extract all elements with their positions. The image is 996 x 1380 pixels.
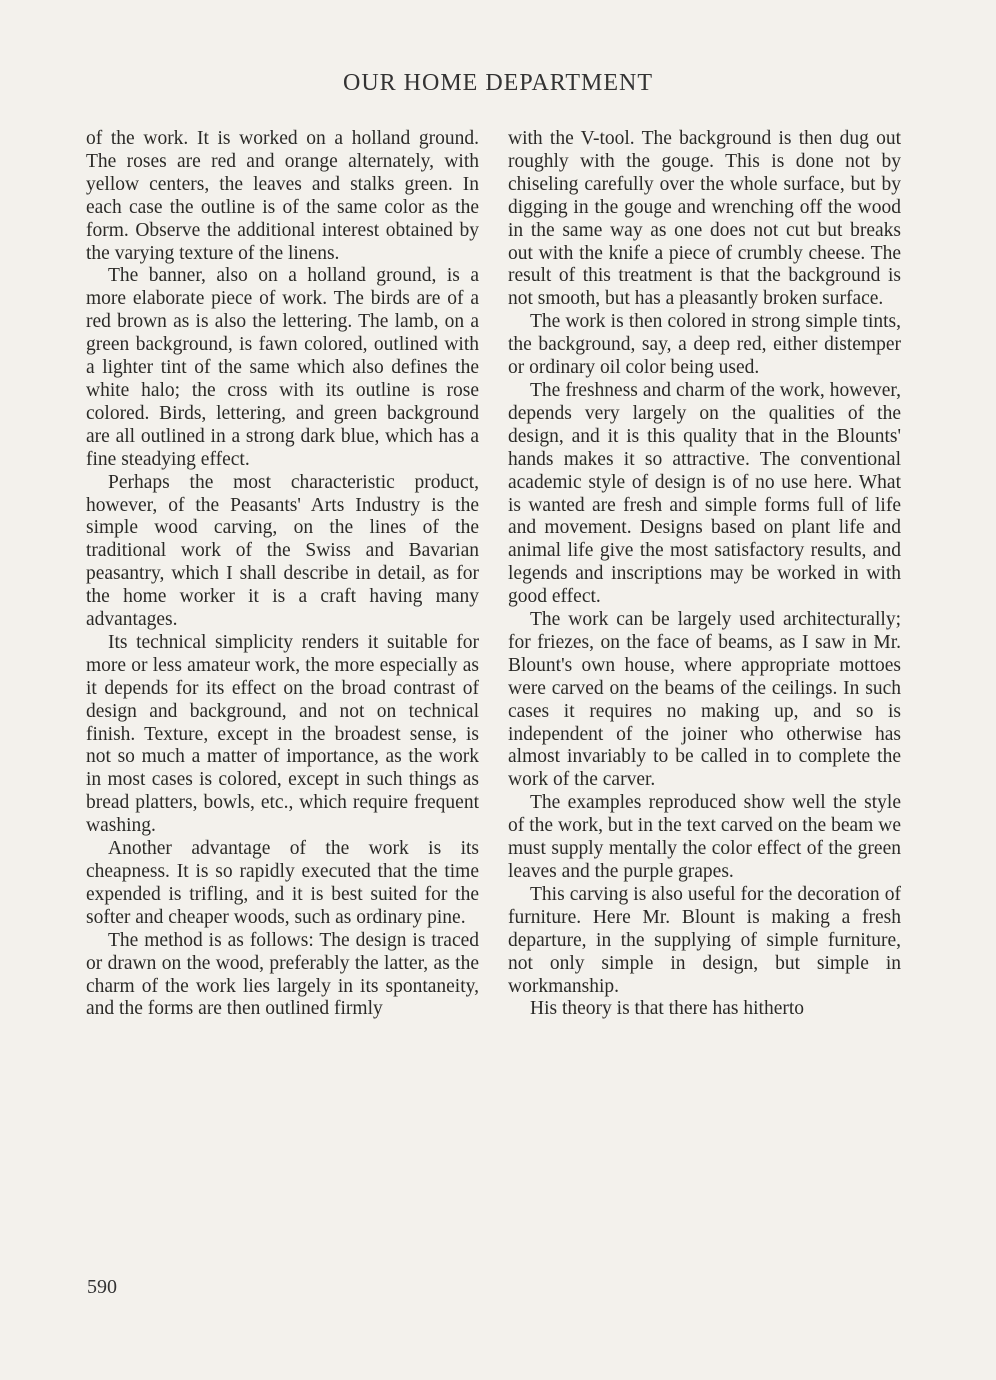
paragraph: The freshness and charm of the work, however, depends very largely on the qualities of the design, and it is this quality that in the Blounts' hands makes it so attractive. The conventional academic style of design is of no use here. What is wanted are fresh and simple forms full of life and movement. Designs based on plant life and animal life give the most satisfactory results, and legends and inscriptions may be worked in with good effect. [508, 379, 901, 608]
paragraph: Perhaps the most characteristic product, however, of the Peasants' Arts Industry is the simple wood carving, on the lines of the traditional work of the Swiss and Bavarian peasantry, which I shall describe in detail, as for the home worker it is a craft having many advantages. [86, 471, 479, 631]
right-column [508, 128, 901, 1021]
paragraph: This carving is also useful for the decoration of furniture. Here Mr. Blount is making a fresh departure, in the supplying of simple furniture, not only simple in design, but simple in workmanship. [508, 883, 901, 997]
left-column [86, 128, 479, 1021]
paragraph: His theory is that there has hitherto [530, 998, 805, 1020]
paragraph: The work can be largely used architecturally; for friezes, on the face of beams, as I saw in Mr. Blount's own house, where appropriate mottoes were carved on the beams of the ceilings. In such cases it requires no making up, and so is independent of the joiner who otherwise has almost invariably to be called in to complete the work of the carver. [508, 609, 901, 791]
paragraph: The examples reproduced show well the style of the work, but in the text carved on the beam we must supply mentally the color effect of the green leaves and the purple grapes. [508, 792, 901, 882]
paragraph: Its technical simplicity renders it suitable for more or less amateur work, the more especially as it depends for its effect on the broad contrast of design and background, and not on technical finish. Texture, except in the broadest sense, is not so much a matter of importance, as the work in most cases is colored, except in such things as bread platters, bowls, etc., which require frequent washing. [86, 631, 479, 837]
paragraph: with the V-tool. The background is then dug out roughly with the gouge. This is done not by chiseling carefully over the whole surface, but by digging in the gouge and wrenching off the wood in the same way as one does not cut but breaks out with the knife a piece of crumbly cheese. The result of this treatment is that the background is not smooth, but has a pleasantly broken surface. [508, 128, 901, 310]
paragraph: of the work. It is worked on a holland ground. The roses are red and orange alternately, with yellow centers, the leaves and stalks green. In each case the outline is of the same color as the form. Observe the additional interest obtained by the varying texture of the linens. [86, 128, 479, 264]
paragraph: Another advantage of the work is its cheapness. It is so rapidly executed that the time expended is trifling, and it is best suited for the softer and cheaper woods, such as ordinary pine. [86, 838, 479, 928]
running-header: OUR HOME DEPARTMENT [342, 70, 654, 96]
paragraph: The banner, also on a holland ground, is a more elaborate piece of work. The birds are of a red brown as is also the lettering. The lamb, on a green background, is fawn colored, outlined with a lighter tint of the same which also defines the white halo; the cross with its outline is rose colored. Birds, lettering, and green background are all outlined in a strong dark blue, which has a fine steadying effect. [86, 265, 479, 470]
page-number: 590 [87, 1276, 117, 1298]
paragraph: The work is then colored in strong simple tints, the background, say, a deep red, either distemper or ordinary oil color being used. [508, 311, 901, 379]
paragraph: The method is as follows: The design is traced or drawn on the wood, preferably the latter, as the charm of the work lies largely in its spontaneity, and the forms are then outlined firmly [86, 929, 479, 1020]
